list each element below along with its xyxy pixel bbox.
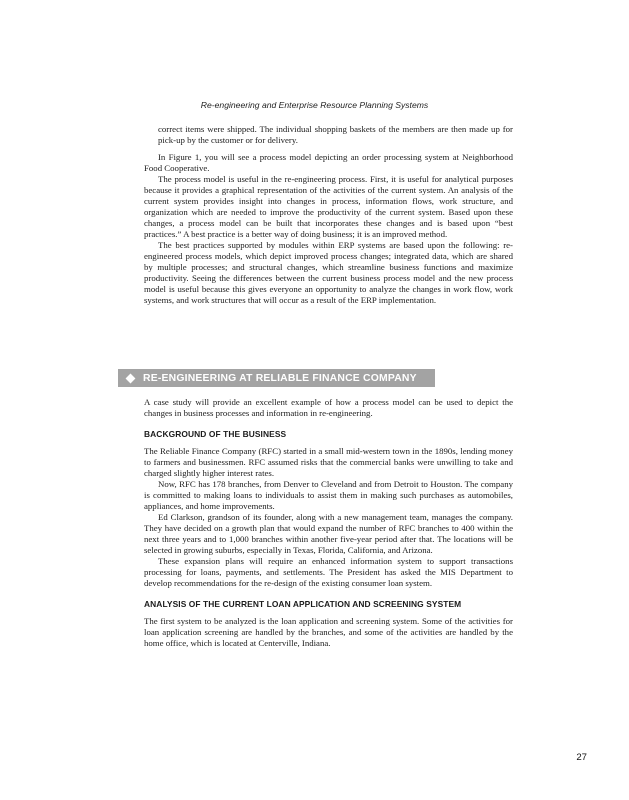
- background-paragraph-1: The Reliable Finance Company (RFC) started in a small mid-western town in the 1890s, lending money to farmers and businessmen. RFC assumed risks that the commercial banks were unwilling to take and charged slightly higher interest rates.: [144, 446, 513, 478]
- analysis-heading: ANALYSIS OF THE CURRENT LOAN APPLICATION AND SCREENING SYSTEM: [144, 599, 462, 609]
- analysis-paragraph-1: The first system to be analyzed is the loan application and screening system. Some of the activities for loan application screening are handled by the branches, and some of the activities are handled by the home office, which is located at Centerville, Indiana.: [144, 616, 513, 648]
- intro-text: [144, 124, 513, 306]
- section-title: RE-ENGINEERING AT RELIABLE FINANCE COMPANY: [143, 372, 417, 384]
- running-head: Re-engineering and Enterprise Resource Planning Systems: [200, 100, 429, 110]
- background-paragraph-2: Now, RFC has 178 branches, from Denver to Cleveland and from Detroit to Houston. The company is committed to making loans to individuals to assist them in making such purchases as automobiles, appliances, and home improvements.: [144, 479, 513, 511]
- background-paragraph-3: Ed Clarkson, grandson of its founder, along with a new management team, manages the company. They have decided on a growth plan that would expand the number of RFC branches to 400 within the next three years and to 1,000 branches within another five-year period after that. The locations will be selected in growing suburbs, especially in Texas, Florida, California, and Arizona.: [144, 512, 513, 555]
- section-banner: [118, 369, 435, 387]
- process-model-paragraph: The process model is useful in the re-engineering process. First, it is useful for analytical purposes because it provides a graphical representation of the activities of the current system. An analysis of the current system provides insight into changes in process, information flows, work structure, and organization which are needed to improve the productivity of the current system. Based upon these changes, a process model can be built that incorporates these changes and is based upon “best practices.” A best practice is a better way of doing business; it is an improved method.: [144, 174, 513, 239]
- continuation-paragraph: correct items were shipped. The individual shopping baskets of the members are then made up for pick-up by the customer or for delivery.: [158, 124, 513, 145]
- figure-reference-paragraph: In Figure 1, you will see a process model depicting an order processing system at Neighborhood Food Cooperative.: [144, 152, 513, 173]
- background-paragraph-4: These expansion plans will require an enhanced information system to support transactions processing for loans, payments, and settlements. The President has asked the MIS Department to develop recommendations for the re-design of the existing consumer loan system.: [144, 556, 513, 588]
- background-heading: BACKGROUND OF THE BUSINESS: [144, 429, 287, 439]
- diamond-bullet-icon: [126, 373, 136, 383]
- page-number: 27: [576, 752, 587, 763]
- section-body: [144, 397, 513, 649]
- section-intro-paragraph: A case study will provide an excellent example of how a process model can be used to depict the changes in business processes and information in re-engineering.: [144, 397, 513, 418]
- best-practices-paragraph: The best practices supported by modules within ERP systems are based upon the following: re-engineered process models, which depict improved process changes; integrated data, which are shared by multiple processes; and structural changes, which streamline business functions and maximize productivity. Seeing the differences between the current business process model and the new process model is useful because this gives everyone an opportunity to analyze the changes in work flow, work systems, and work structures that will occur as a result of the ERP implementation.: [144, 240, 513, 305]
